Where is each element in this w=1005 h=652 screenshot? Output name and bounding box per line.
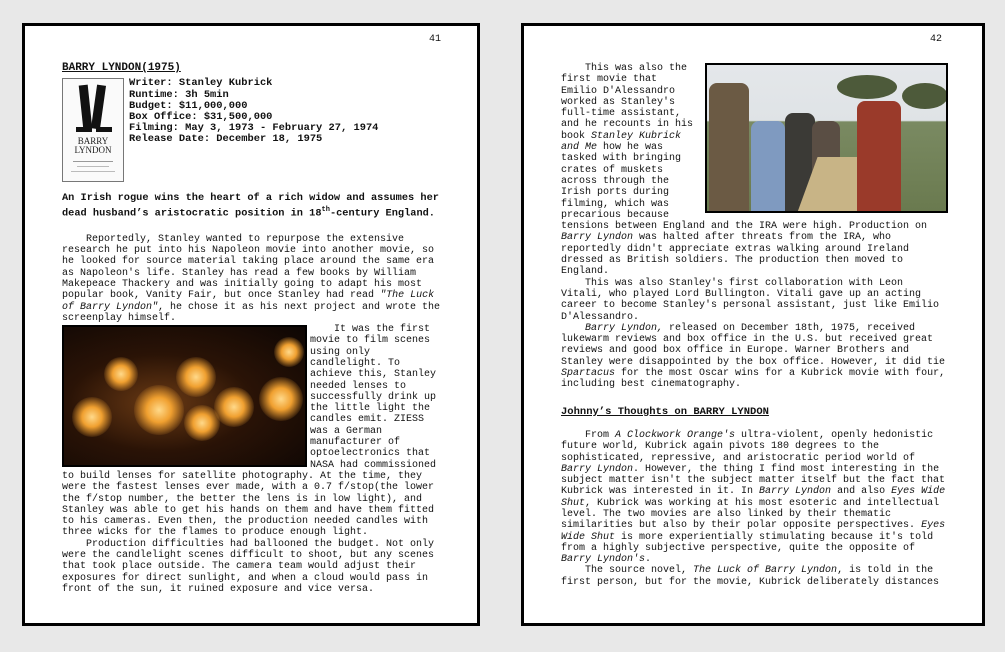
info-release: Release Date: December 18, 1975 bbox=[129, 133, 323, 146]
info-box-office: Box Office: $31,500,000 bbox=[129, 110, 273, 123]
paragraph: Reportedly, Stanley wanted to repurpose the extensive research he put into his Napoleon movie into another movie, so he looked for source material taking place around the same era as Napoleon's life. Stanley has read a few books by William Makepeace Thackery and was initially going to adapt his most popular book, Vanity Fair, but once Stanley had read "The Luck of Barry Lyndon", he chose it as his next project and wrote the screenplay himself. bbox=[62, 233, 441, 324]
movie-info-block bbox=[62, 78, 442, 182]
paragraph: From A Clockwork Orange's ultra-violent, openly hedonistic future world, Kubrick again pivots 180 degrees to the sophisticated, repressive, and aristocratic period world of Barry Lyndon. However, the thing I find most interesting in the subject matter isn't the subject matter itself but the fact that Kubrick was interested in it. In Barry Lyndon and also Eyes Wide Shut, Kubrick was working at his most esoteric and intellectual level. The two movies are also linked by their thematic similarities but also by their polar opposite perspectives. Eyes Wide Shut is more experientially stimulating because it's told from a highly subjective perspective, quite the opposite of Barry Lyndon's. bbox=[561, 429, 946, 566]
paragraph: This was also Stanley's first collaboration with Leon Vitali, who played Lord Bullington. Vitali gave up an acting career to become Stanley's personal assistant, just like Emilio D'Alessandro. bbox=[561, 277, 940, 323]
info-budget: Budget: $11,000,000 bbox=[129, 99, 248, 112]
page-number: 42 bbox=[929, 34, 942, 45]
info-writer: Writer: Stanley Kubrick bbox=[129, 77, 273, 90]
page-number: 41 bbox=[428, 34, 441, 45]
movie-title: BARRY LYNDON(1975) bbox=[62, 62, 181, 74]
paragraph: Production difficulties had ballooned the budget. Not only were the candlelight scenes difficult to shoot, but any scenes that took place outside. The camera team would adjust their exposures for direct sunlight, and when a cloud would pass in front of the sun, it ruined exposure and vice versa. bbox=[62, 538, 435, 595]
page-left bbox=[22, 23, 480, 626]
paragraph: This was also the first movie that Emilio D'Alessandro worked as Stanley's full-time assistant, and he recounts in his book Stanley Kubrick and Me how he was tasked with bringing crates of muskets across through the Irish ports during filming, which was precarious because tensions between England and the IRA were high. Production on Barry Lyndon was halted after threats from the IRA, who reportedly didn't appreciate extras walking around Ireland dressed as British soldiers. The production then moved to England. bbox=[561, 63, 928, 278]
info-filming: Filming: May 3, 1973 - February 27, 1974 bbox=[129, 122, 379, 135]
paragraph: The source novel, The Luck of Barry Lyndon, is told in the first person, but for the movie, Kubrick deliberately distances bbox=[561, 565, 940, 588]
right-page-content bbox=[561, 63, 951, 588]
poster-title-line1: BARRY bbox=[77, 136, 109, 147]
candlelight-scene-photo bbox=[62, 325, 307, 467]
poster-title-line2: LYNDON bbox=[74, 145, 112, 156]
movie-poster bbox=[62, 78, 124, 182]
paragraph: Barry Lyndon, released on December 18th, 1975, received lukewarm reviews and box office in the U.S. but received great reviews and good box office in Europe. Warner Brothers and Stanley were disappointed by the box office. However, it did tie Spartacus for the most Oscar wins for a Kubrick movie with four, including best cinematography. bbox=[561, 322, 946, 391]
on-set-field-photo bbox=[705, 63, 948, 213]
paragraph: It was the first movie to film scenes using only candlelight. To achieve this, Stanley needed lenses to successfully drink up the little light the candles emit. ZIESS was a German manufacturer of optoelectronics that NASA had commissioned to build lenses for satellite photography. At the time, they were the fastest lenses ever made, with a 0.7 f/stop(the lower the f/stop number, the better the lens is in low light), and Stanley was able to get his hands on them and have them fitted to his cameras. Even then, the production needed candles with three wicks for the flames to produce enough light. bbox=[62, 324, 437, 539]
movie-info bbox=[129, 78, 378, 182]
tagline: An Irish rogue wins the heart of a rich widow and assumes her dead husband’s aristocratic position in 18th-century England. bbox=[62, 192, 439, 220]
left-page-content bbox=[62, 63, 442, 595]
page-right bbox=[521, 23, 985, 626]
section-heading: Johnny’s Thoughts on BARRY LYNDON bbox=[561, 405, 769, 418]
info-runtime: Runtime: 3h 5min bbox=[129, 88, 229, 101]
